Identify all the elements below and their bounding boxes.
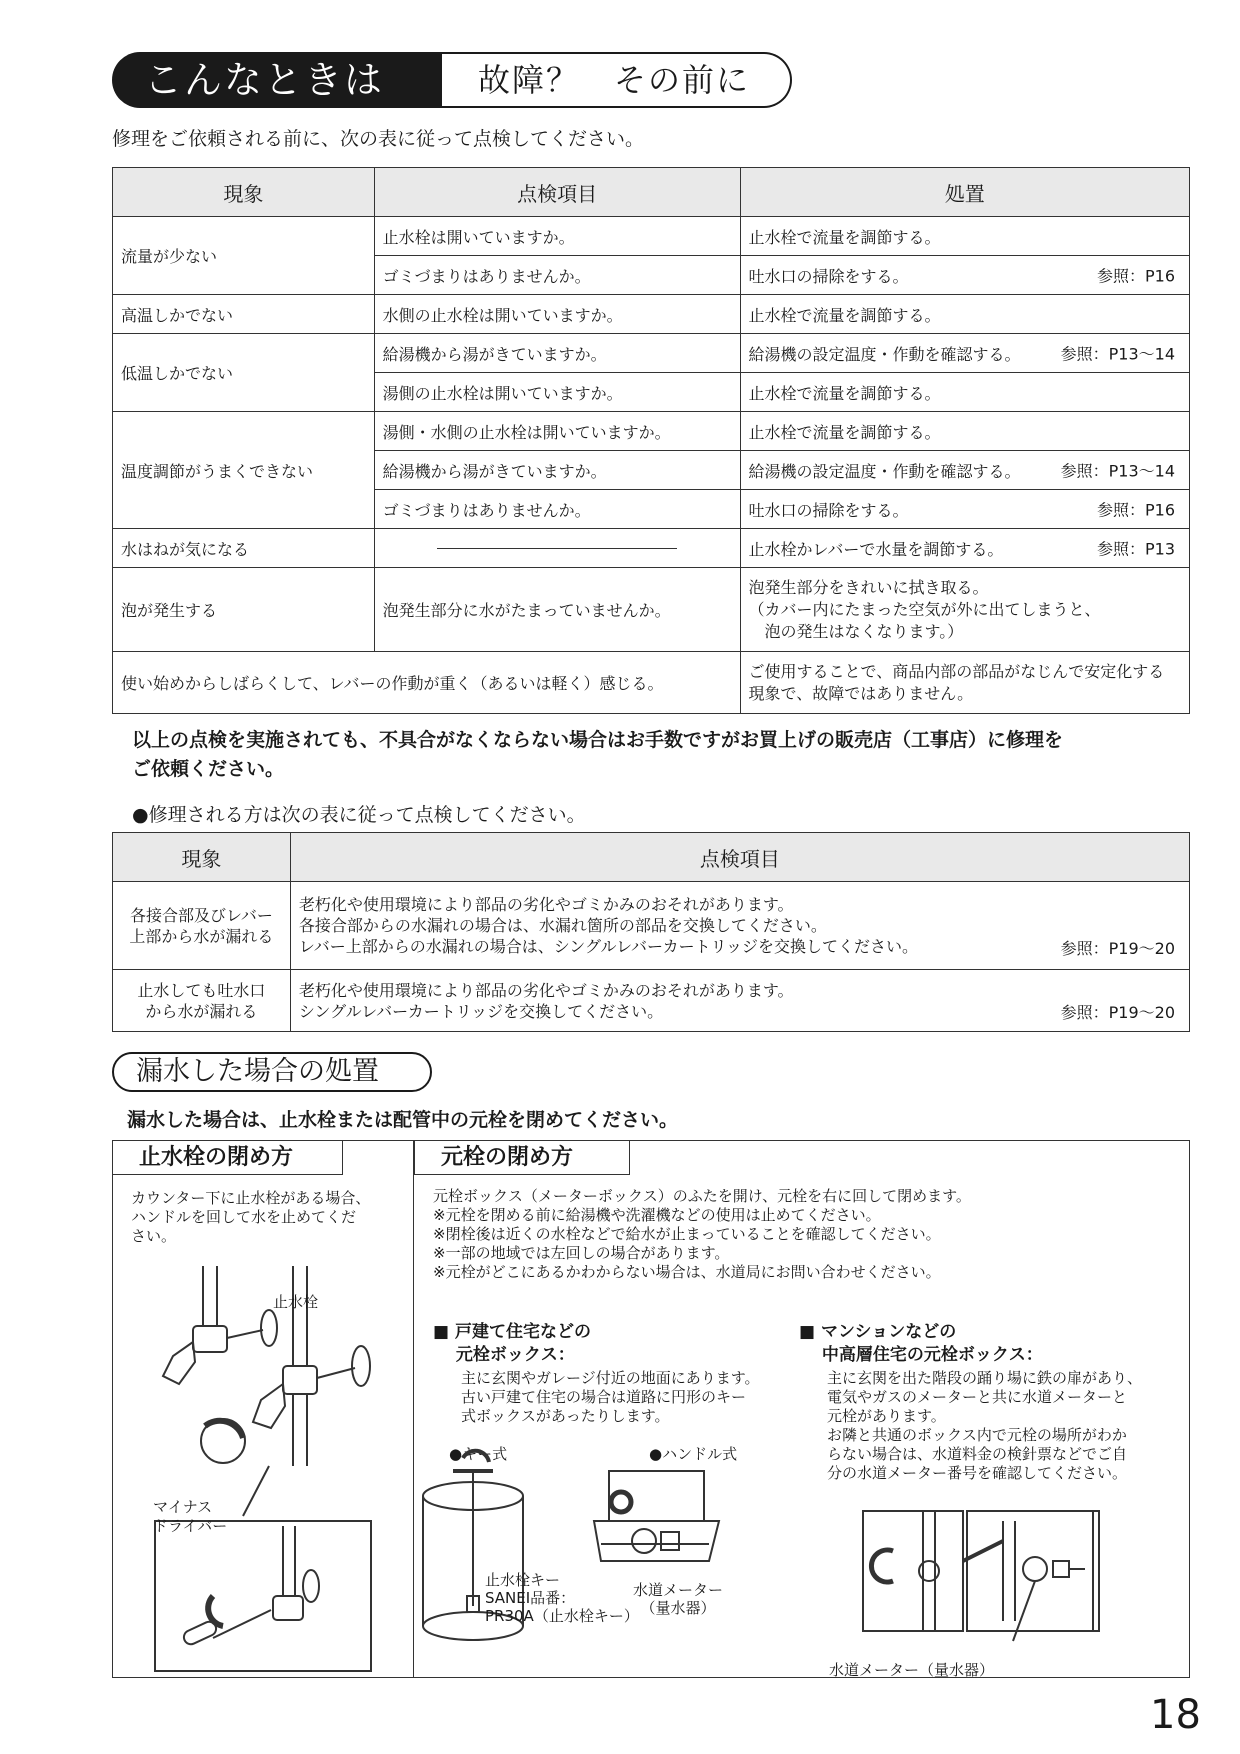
symptom-cell: 流量が少ない [113,217,375,295]
symptom-line: 各接合部及びレバー [129,905,273,925]
symptom-cell: 温度調節がうまくできない [113,412,375,529]
text-line: 主に玄関を出た階段の踊り場に鉄の扉があり、 [827,1369,1143,1387]
reference: 参照：P19～20 [1060,1003,1175,1022]
leak-instructions-box [112,1140,1190,1678]
check-line: シングルレバーカートリッジを交換してください。 [298,1001,664,1021]
header-symptom: 現象 [113,833,291,882]
tab-stopcock: 止水栓の閉め方 [113,1141,343,1175]
key-type-label: ●キー式 [449,1445,508,1463]
action-cell [740,490,1189,529]
text-line: 止水栓キー [485,1571,561,1589]
action-line: 泡の発生はなくなります。） [748,621,964,641]
reference: 参照：P13～14 [1060,461,1175,481]
house-box-body [461,1369,791,1426]
action-line: 現象で、故障ではありません。 [748,683,974,703]
action-text: 吐水口の掃除をする。 [748,266,909,286]
check-cell: 止水栓は開いていますか。 [374,217,740,256]
table-row [113,295,1190,334]
check-cell: 給湯機から湯がきていますか。 [374,334,740,373]
text-line: 分の水道メーター番号を確認してください。 [827,1464,1128,1482]
action-text: 止水栓かレバーで水量を調節する。 [748,539,1004,559]
repairer-heading: ●修理される方は次の表に従って点検してください。 [132,804,586,826]
text-line: 中高層住宅の元栓ボックス： [799,1345,1043,1365]
reference: 参照：P16 [1096,266,1175,286]
check-line: 老朽化や使用環境により部品の劣化やゴミかみのおそれがあります。 [298,895,794,914]
stopcock-instructions [131,1189,403,1246]
action-cell [740,334,1189,373]
text-line: 主に玄関やガレージ付近の地面にあります。 [461,1369,760,1387]
action-text: 給湯機の設定温度・作動を確認する。 [748,461,1021,481]
table-row [113,529,1190,568]
text-line: SANEI品番： [485,1589,576,1607]
leak-section-title: 漏水した場合の処置 [112,1052,432,1092]
header-check: 点検項目 [374,168,740,217]
text-line: （量水器） [640,1599,716,1617]
table-row [113,412,1190,451]
text-line: ハンドルを回して水を止めてくだ [131,1208,357,1226]
check-cell: ゴミづまりはありませんか。 [374,490,740,529]
table-header-row [113,168,1190,217]
label-stopcock: 止水栓 [273,1293,319,1311]
header-title-white: 故障？ その前に [442,52,792,108]
symptom-line: 上部から水が漏れる [129,926,274,946]
text-line: らない場合は、水道料金の検針票などでご自 [827,1445,1128,1463]
apartment-box-title [799,1321,1043,1367]
text-line: ※一部の地域では左回しの場合があります。 [433,1244,730,1262]
check-cell: 給湯機から湯がきていますか。 [374,451,740,490]
action-cell [740,568,1189,652]
repairer-table [112,832,1190,1032]
repair-note [132,726,1152,784]
text-line: ※元栓を閉める前に給湯機や洗濯機などの使用は止めてください。 [433,1206,881,1224]
leak-intro: 漏水した場合は、止水栓または配管中の元栓を閉めてください。 [127,1109,679,1131]
text-line: さい。 [131,1227,177,1245]
reference: 参照：P16 [1096,500,1175,520]
symptom-cell: 水はねが気になる [113,529,375,568]
table-row [113,882,1190,970]
action-line: 泡発生部分をきれいに拭き取る。 [748,577,989,597]
repair-note-line: ご依頼ください。 [132,758,285,780]
check-cell: 水側の止水栓は開いていますか。 [374,295,740,334]
header-title-black: こんなときは [112,52,442,108]
text-line: 元栓ボックス： [433,1345,575,1365]
table-row [113,568,1190,652]
page-number: 18 [1150,1692,1201,1738]
table-row [113,334,1190,373]
meter-label [633,1581,723,1617]
check-cell: 泡発生部分に水がたまっていませんか。 [374,568,740,652]
header-check: 点検項目 [290,833,1189,882]
text-line: カウンター下に止水栓がある場合、 [131,1189,371,1207]
repair-note-line: 以上の点検を実施されても、不具合がなくならない場合はお手数ですがお買上げの販売店（工事店）に修理を [132,729,1064,751]
text-line: お隣と共通のボックス内で元栓の場所がわか [827,1426,1127,1444]
table-header-row [113,833,1190,882]
text-line: PR30A（止水栓キー） [485,1607,639,1625]
page-header [112,52,792,108]
symptom-cell [113,882,291,970]
text-line: 式ボックスがあったりします。 [461,1407,670,1425]
symptom-cell: 泡が発生する [113,568,375,652]
symptom-line: 止水しても吐水口 [137,980,266,1000]
action-line: （カバー内にたまった空気が外に出てしまうと、 [748,599,1101,619]
troubleshooting-table [112,167,1190,714]
stopcock-illustration [143,1266,403,1676]
text-line: 水道メーター [633,1581,724,1599]
table-row [113,970,1190,1032]
action-cell [740,529,1189,568]
table-row [113,652,1190,714]
label-driver-1: マイナス [153,1498,213,1516]
intro-text: 修理をご依頼される前に、次の表に従って点検してください。 [112,128,645,150]
text-line: 古い戸建て住宅の場合は道路に円形のキー [461,1388,747,1406]
symptom-cell: 使い始めからしばらくして、レバーの作動が重く（あるいは軽く）感じる。 [113,652,741,714]
text-line: 電気やガスのメーターと共に水道メーターと [827,1388,1128,1406]
label-driver-2: ドライバー [153,1517,228,1535]
action-cell: 止水栓で流量を調節する。 [740,412,1189,451]
check-cell: ゴミづまりはありませんか。 [374,256,740,295]
check-line: 老朽化や使用環境により部品の劣化やゴミかみのおそれがあります。 [298,980,794,1000]
table-row [113,217,1190,256]
main-valve-instructions [433,1187,1173,1282]
action-cell [740,256,1189,295]
symptom-cell [113,970,291,1032]
tab-main-valve: 元栓の閉め方 [414,1141,630,1175]
text-line: ※閉栓後は近くの水栓などで給水が止まっていることを確認してください。 [433,1225,941,1243]
reference: 参照：P13～14 [1060,344,1175,364]
action-cell: 止水栓で流量を調節する。 [740,217,1189,256]
dash-line [437,548,677,549]
reference: 参照：P13 [1096,539,1175,559]
text-line: ※元栓がどこにあるかわからない場合は、水道局にお問い合わせください。 [433,1263,941,1281]
meter2-label: 水道メーター（量水器） [829,1661,995,1679]
check-line: レバー上部からの水漏れの場合は、シングルレバーカートリッジを交換してください。 [298,937,919,956]
action-cell: 止水栓で流量を調節する。 [740,295,1189,334]
text-line: ■ マンションなどの [799,1322,957,1342]
header-action: 処置 [740,168,1189,217]
check-cell: 湯側の止水栓は開いていますか。 [374,373,740,412]
action-text: 吐水口の掃除をする。 [748,500,909,520]
symptom-cell: 高温しかでない [113,295,375,334]
key-label [485,1571,639,1625]
apartment-box-body [827,1369,1177,1483]
house-box-title [433,1321,591,1367]
check-cell [290,970,1189,1032]
check-cell: 湯側・水側の止水栓は開いていますか。 [374,412,740,451]
symptom-cell: 低温しかでない [113,334,375,412]
action-cell [740,652,1189,714]
symptom-line: から水が漏れる [145,1001,258,1021]
action-line: ご使用することで、商品内部の部品がなじんで安定化する [748,661,1165,681]
handle-type-label: ●ハンドル式 [649,1445,738,1463]
header-symptom: 現象 [113,168,375,217]
apartment-meter-illustration [863,1511,1163,1671]
check-line: 各接合部からの水漏れの場合は、水漏れ箇所の部品を交換してください。 [298,916,827,935]
text-line: 元栓ボックス（メーターボックス）のふたを開け、元栓を右に回して閉めます。 [433,1187,971,1205]
action-text: 給湯機の設定温度・作動を確認する。 [748,344,1021,364]
check-cell [290,882,1189,970]
check-cell [374,529,740,568]
text-line: 元栓があります。 [827,1407,946,1425]
text-line: ■ 戸建て住宅などの [433,1322,591,1342]
action-cell: 止水栓で流量を調節する。 [740,373,1189,412]
handle-box-illustration [589,1466,719,1576]
action-cell [740,451,1189,490]
reference: 参照：P19～20 [1060,939,1175,958]
